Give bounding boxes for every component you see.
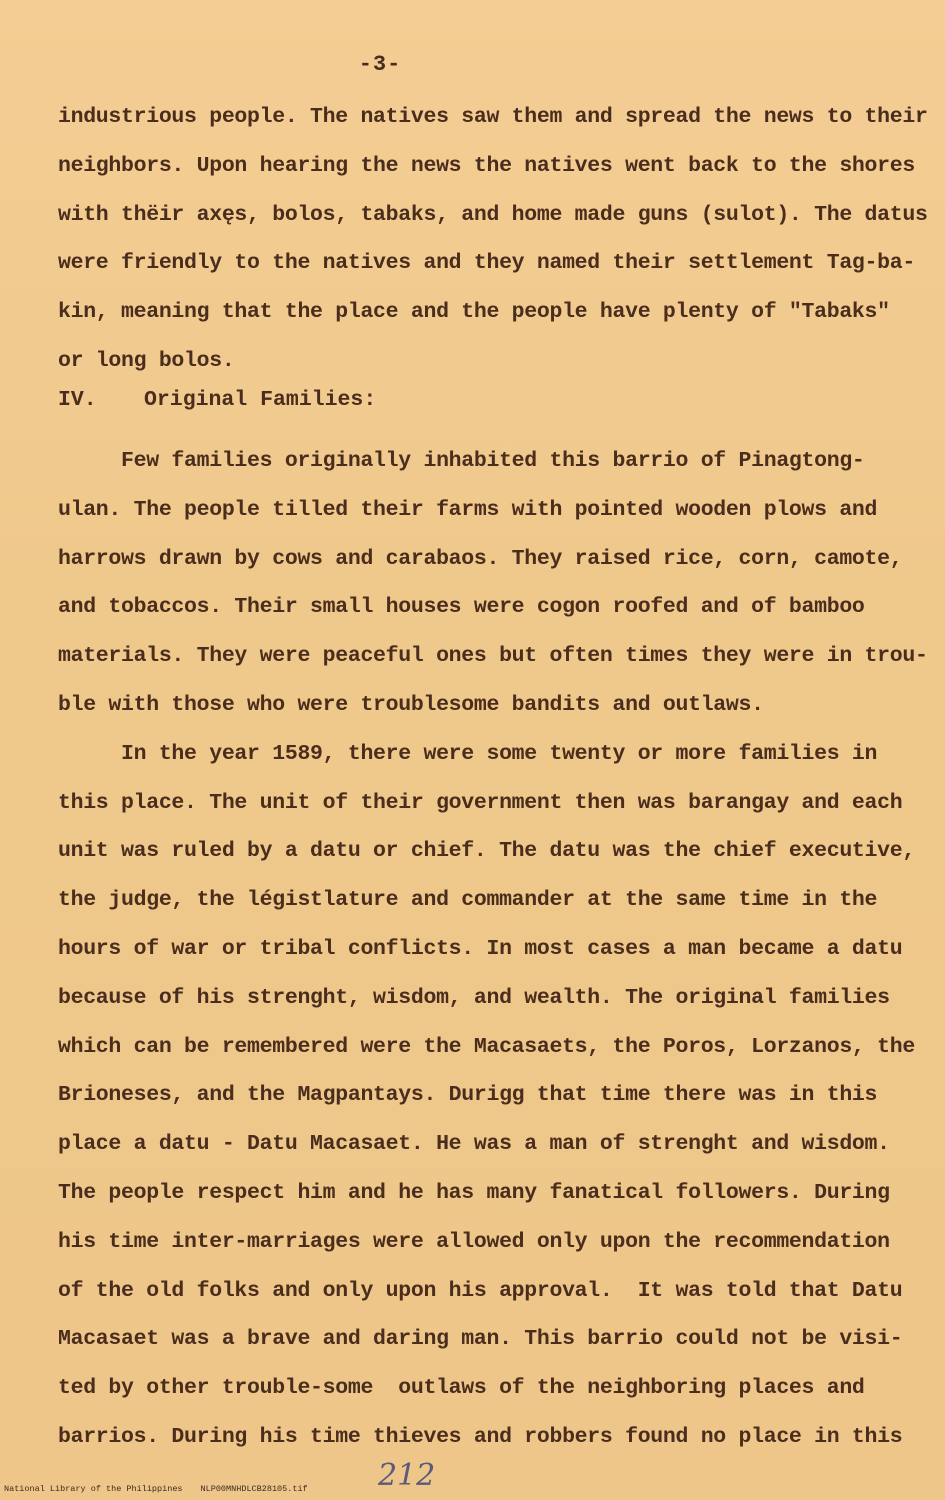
- text-line: which can be remembered were the Macasaets, the Poros, Lorzanos, the: [58, 1034, 915, 1059]
- text-line: ted by other trouble-some outlaws of the neighboring places and: [58, 1376, 865, 1401]
- paragraph-1: [58, 93, 928, 386]
- text-line: materials. They were peaceful ones but often times they were in trou-: [58, 644, 928, 669]
- section-heading: [58, 388, 376, 412]
- text-line: The people respect him and he has many fanatical followers. During: [58, 1180, 890, 1205]
- page-number: -3-: [358, 52, 402, 77]
- text-line: because of his strenght, wisdom, and wealth. The original families: [58, 985, 890, 1010]
- text-line: Brioneses, and the Magpantays. Durigg that time there was in this: [58, 1083, 878, 1108]
- text-line: and tobaccos. Their small houses were cogon roofed and of bamboo: [58, 595, 865, 620]
- text-line: hours of war or tribal conflicts. In most cases a man became a datu: [58, 936, 903, 961]
- section-title: Original Families:: [144, 388, 377, 412]
- text-line: barrios. During his time thieves and robbers found no place in this: [58, 1424, 903, 1449]
- text-line: neighbors. Upon hearing the news the natives went back to the shores: [58, 153, 915, 178]
- handwritten-page-number: 212: [378, 1458, 436, 1493]
- text-line: In the year 1589, there were some twenty or more families in: [58, 741, 878, 766]
- text-line: or long bolos.: [58, 348, 235, 373]
- library-name: National Library of the Philippines: [4, 1484, 183, 1494]
- text-line: Few families originally inhabited this barrio of Pinagtong-: [58, 449, 865, 473]
- archive-footer: [4, 1484, 308, 1494]
- text-line: this place. The unit of their government then was barangay and each: [58, 790, 903, 815]
- text-line: industrious people. The natives saw them and spread the news to their: [58, 105, 928, 129]
- section-number: IV.: [58, 388, 97, 412]
- text-line: of the old folks and only upon his approval. It was told that Datu: [58, 1278, 903, 1303]
- text-line: place a datu - Datu Macasaet. He was a man of strenght and wisdom.: [58, 1132, 890, 1157]
- file-name: NLP00MNHDLCB28105.tif: [200, 1484, 308, 1494]
- text-line: his time inter-marriages were allowed only upon the recommendation: [58, 1229, 890, 1254]
- text-line: the judge, the légistlature and commander at the same time in the: [58, 888, 878, 913]
- text-line: were friendly to the natives and they named their settlement Tag-ba-: [58, 251, 915, 276]
- text-line: with thëir axęs, bolos, tabaks, and home made guns (sulot). The datus: [58, 202, 928, 227]
- text-line: ulan. The people tilled their farms with pointed wooden plows and: [58, 497, 878, 522]
- paragraph-2: [58, 437, 928, 1462]
- text-line: kin, meaning that the place and the people have plenty of "Tabaks": [58, 300, 890, 325]
- text-line: unit was ruled by a datu or chief. The datu was the chief executive,: [58, 839, 915, 864]
- text-line: ble with those who were troublesome bandits and outlaws.: [58, 692, 764, 717]
- text-line: harrows drawn by cows and carabaos. They raised rice, corn, camote,: [58, 546, 903, 571]
- text-line: Macasaet was a brave and daring man. This barrio could not be visi-: [58, 1327, 903, 1352]
